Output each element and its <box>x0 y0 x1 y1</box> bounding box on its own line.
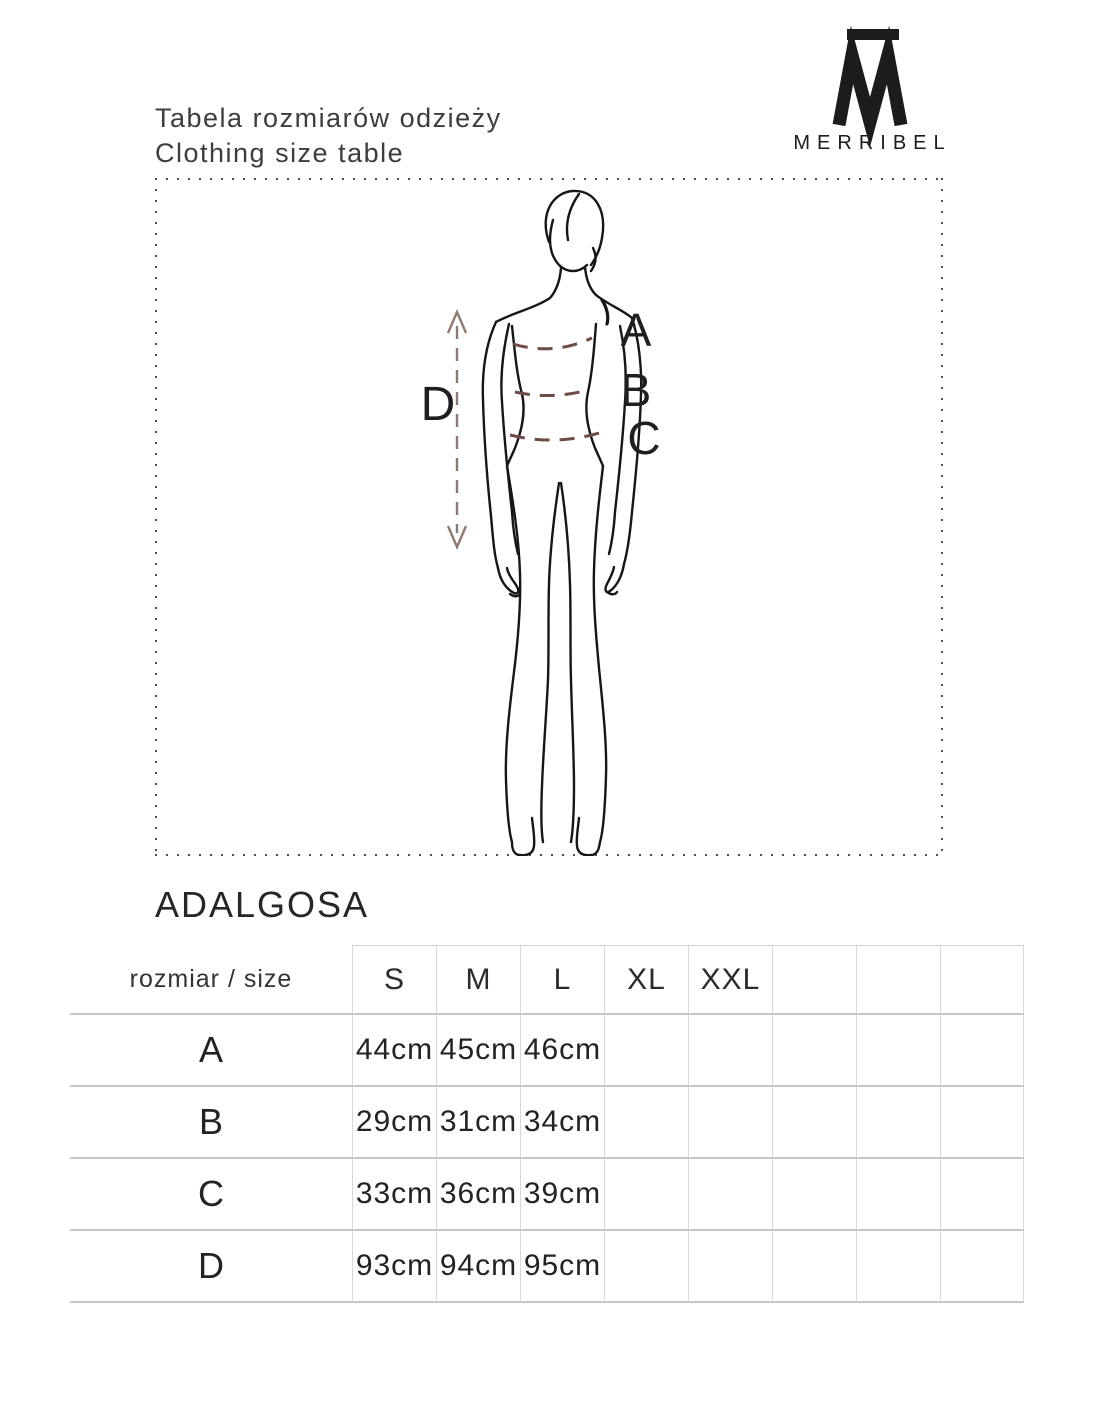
value-d-e3 <box>940 1231 1024 1303</box>
label-waist: B <box>620 364 652 416</box>
value-c-s: 33cm <box>352 1159 436 1231</box>
hip-line <box>510 433 599 440</box>
label-hip: C <box>627 412 661 464</box>
body-figure-sketch <box>155 178 943 856</box>
figure-outline <box>483 191 641 855</box>
row-label-b: B <box>70 1087 352 1159</box>
value-a-m: 45cm <box>436 1015 520 1087</box>
value-b-m: 31cm <box>436 1087 520 1159</box>
size-table <box>70 945 1024 1303</box>
value-c-xxl <box>688 1159 772 1231</box>
value-a-s: 44cm <box>352 1015 436 1087</box>
label-length: D <box>420 378 456 431</box>
value-c-l: 39cm <box>520 1159 604 1231</box>
value-a-xl <box>604 1015 688 1087</box>
value-c-m: 36cm <box>436 1159 520 1231</box>
value-d-xl <box>604 1231 688 1303</box>
column-header-empty-1 <box>772 945 856 1015</box>
value-c-e3 <box>940 1159 1024 1231</box>
product-name: ADALGOSA <box>155 884 370 925</box>
bust-line <box>513 338 592 349</box>
value-b-l: 34cm <box>520 1087 604 1159</box>
measurement-dash-lines <box>510 338 599 440</box>
title-polish: Tabela rozmiarów odzieży <box>155 103 502 133</box>
value-b-e2 <box>856 1087 940 1159</box>
column-header-m: M <box>436 945 520 1015</box>
title-english: Clothing size table <box>155 138 405 168</box>
value-d-e2 <box>856 1231 940 1303</box>
column-header-l: L <box>520 945 604 1015</box>
value-c-e1 <box>772 1159 856 1231</box>
column-header-empty-3 <box>940 945 1024 1015</box>
value-a-xxl <box>688 1015 772 1087</box>
value-d-l: 95cm <box>520 1231 604 1303</box>
value-a-e3 <box>940 1015 1024 1087</box>
value-d-s: 93cm <box>352 1231 436 1303</box>
value-d-xxl <box>688 1231 772 1303</box>
value-d-m: 94cm <box>436 1231 520 1303</box>
waist-line <box>515 390 588 396</box>
label-bust: A <box>620 304 652 356</box>
column-header-xl: XL <box>604 945 688 1015</box>
value-b-s: 29cm <box>352 1087 436 1159</box>
brand-name: MERRIBEL <box>793 132 952 154</box>
value-a-l: 46cm <box>520 1015 604 1087</box>
size-table-corner-label: rozmiar / size <box>70 945 352 1015</box>
value-d-e1 <box>772 1231 856 1303</box>
row-label-c: C <box>70 1159 352 1231</box>
value-a-e2 <box>856 1015 940 1087</box>
value-a-e1 <box>772 1015 856 1087</box>
value-b-e3 <box>940 1087 1024 1159</box>
page-title <box>155 101 502 171</box>
value-b-e1 <box>772 1087 856 1159</box>
column-header-empty-2 <box>856 945 940 1015</box>
row-label-d: D <box>70 1231 352 1303</box>
row-label-a: A <box>70 1015 352 1087</box>
value-c-xl <box>604 1159 688 1231</box>
measurement-diagram-box <box>155 178 943 856</box>
column-header-s: S <box>352 945 436 1015</box>
value-b-xl <box>604 1087 688 1159</box>
column-header-xxl: XXL <box>688 945 772 1015</box>
value-b-xxl <box>688 1087 772 1159</box>
value-c-e2 <box>856 1159 940 1231</box>
